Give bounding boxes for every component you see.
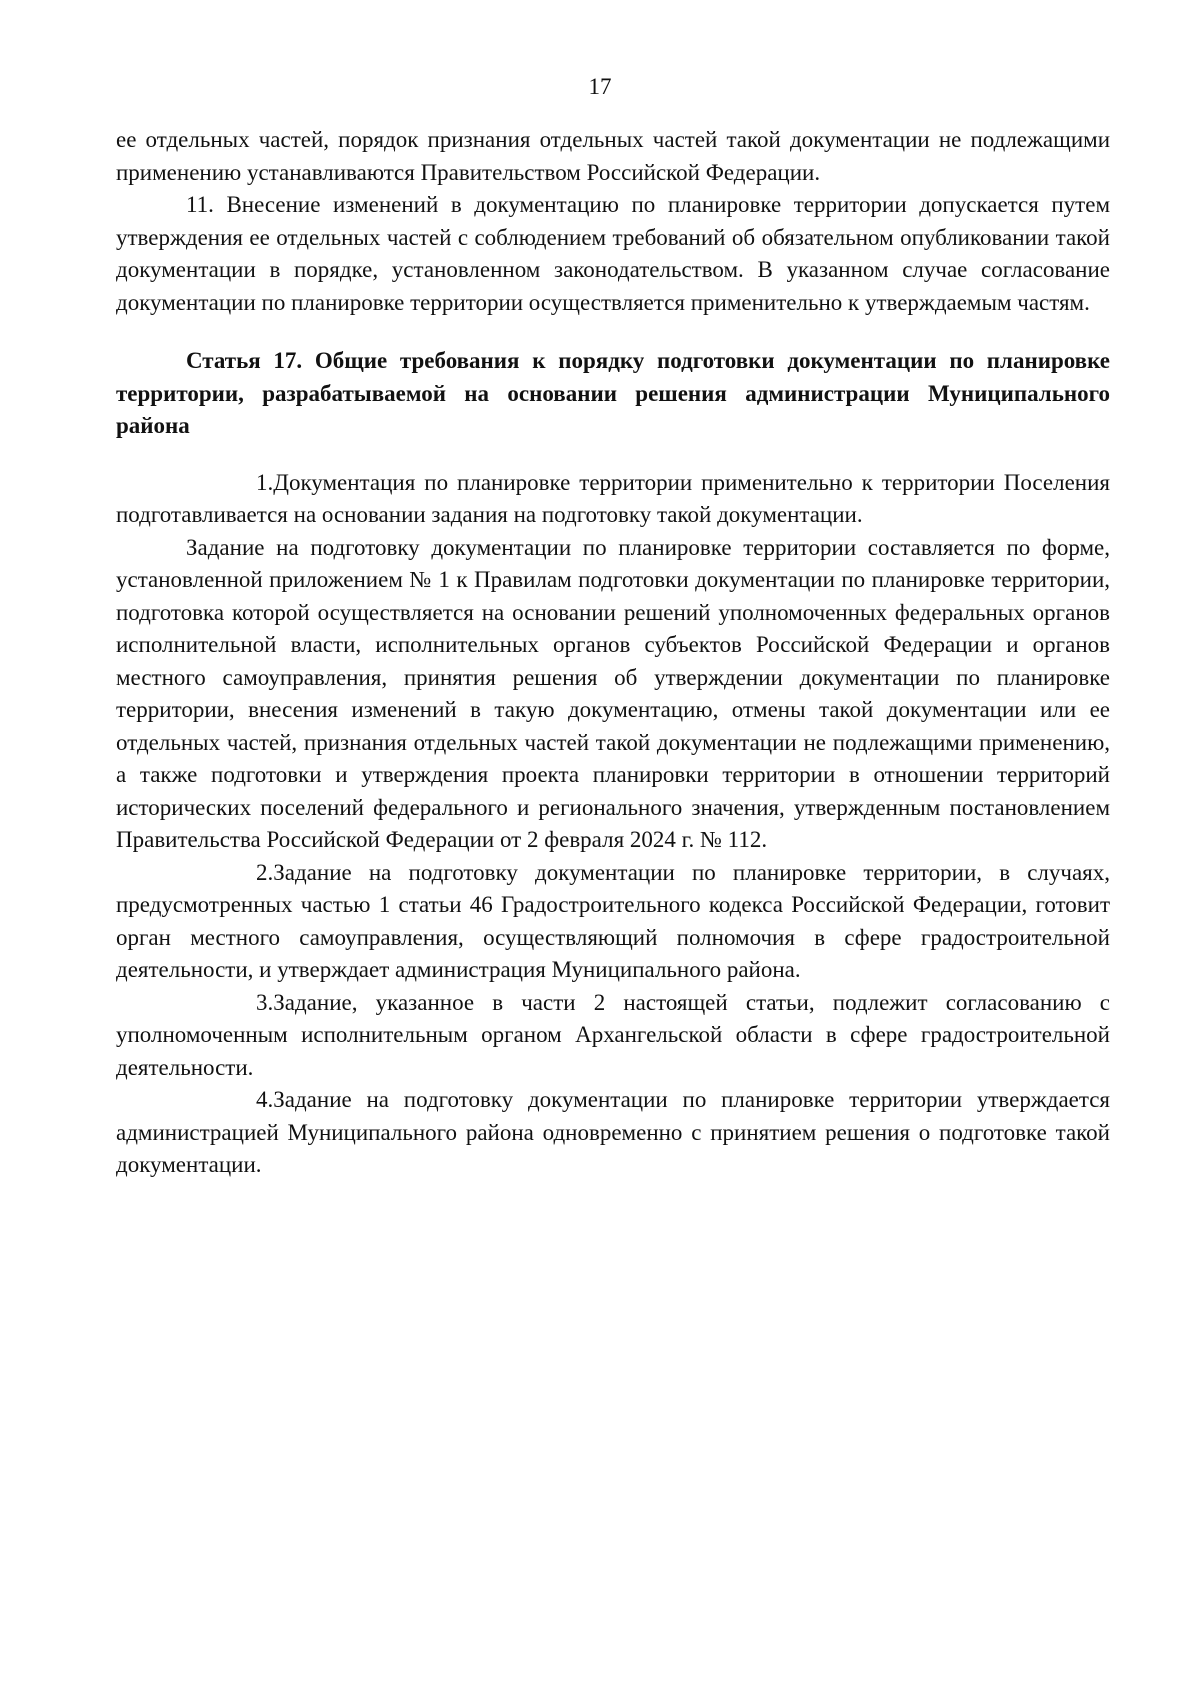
item-number: 1. bbox=[256, 469, 274, 495]
article-item-3 bbox=[116, 987, 1110, 1085]
item-number: 4. bbox=[256, 1087, 274, 1112]
article-heading: Статья 17. Общие требования к порядку подготовки документации по планировке территории, разрабатываемой на основании решения администрации Муниципального района bbox=[116, 348, 1110, 438]
item-number: 2. bbox=[256, 859, 274, 885]
article-item-1-continued bbox=[116, 532, 1110, 857]
item-text: Задание на подготовку документации по планировке территории утверждается администрацией Муниципального района одновременно с принятием решения о подготовке такой документации. bbox=[116, 1087, 1110, 1177]
item-text: Задание на подготовку документации по планировке территории, в случаях, предусмотренных частью 1 статьи 46 Градостроительного кодекса Российской Федерации, готовит орган местного самоуправления, осуществляющий полномочия в сфере градостроительной деятельности, и утверждает администрация Муниципального района. bbox=[116, 859, 1110, 982]
item-number: 3. bbox=[256, 989, 274, 1015]
article-item-1 bbox=[116, 467, 1110, 532]
item-text: Документация по планировке территории применительно к территории Поселения подготавливается на основании задания на подготовку такой документации. bbox=[116, 469, 1110, 527]
article-item-4 bbox=[116, 1084, 1110, 1182]
document-body bbox=[116, 124, 1110, 1182]
paragraph-item-11: 11. Внесение изменений в документацию по планировке территории допускается путем утверждения ее отдельных частей с соблюдением требований об обязательном опубликовании такой документации в порядке, установленном законодательством. В указанном случае согласование документации по планировке территории осуществляется применительно к утверждаемым частям. bbox=[116, 192, 1110, 315]
item-text: Задание на подготовку документации по планировке территории составляется по форме, установленной приложением № 1 к Правилам подготовки документации по планировке территории, подготовка которой осуществляется на основании решений уполномоченных федеральных органов исполнительной власти, исполнительных органов субъектов Российской Федерации и органов местного самоуправления, принятия решения об утверждении документации по планировке территории, внесения изменений в такую документацию, отмены такой документации или ее отдельных частей, признания отдельных частей такой документации не подлежащими применению, а также подготовки и утверждения проекта планировки территории в отношении территорий исторических поселений федерального и регионального значения, утвержденным постановлением Правительства Российской Федерации от 2 февраля 2024 г. № 112. bbox=[116, 534, 1110, 852]
article-item-2 bbox=[116, 857, 1110, 987]
page-number: 17 bbox=[588, 74, 612, 99]
item-text: Задание, указанное в части 2 настоящей статьи, подлежит согласованию с уполномоченным исполнительным органом Архангельской области в сфере градостроительной деятельности. bbox=[116, 989, 1110, 1080]
paragraph-continuation: ее отдельных частей, порядок признания отдельных частей такой документации не подлежащими применению устанавливаются Правительством Российской Федерации. bbox=[116, 127, 1110, 185]
